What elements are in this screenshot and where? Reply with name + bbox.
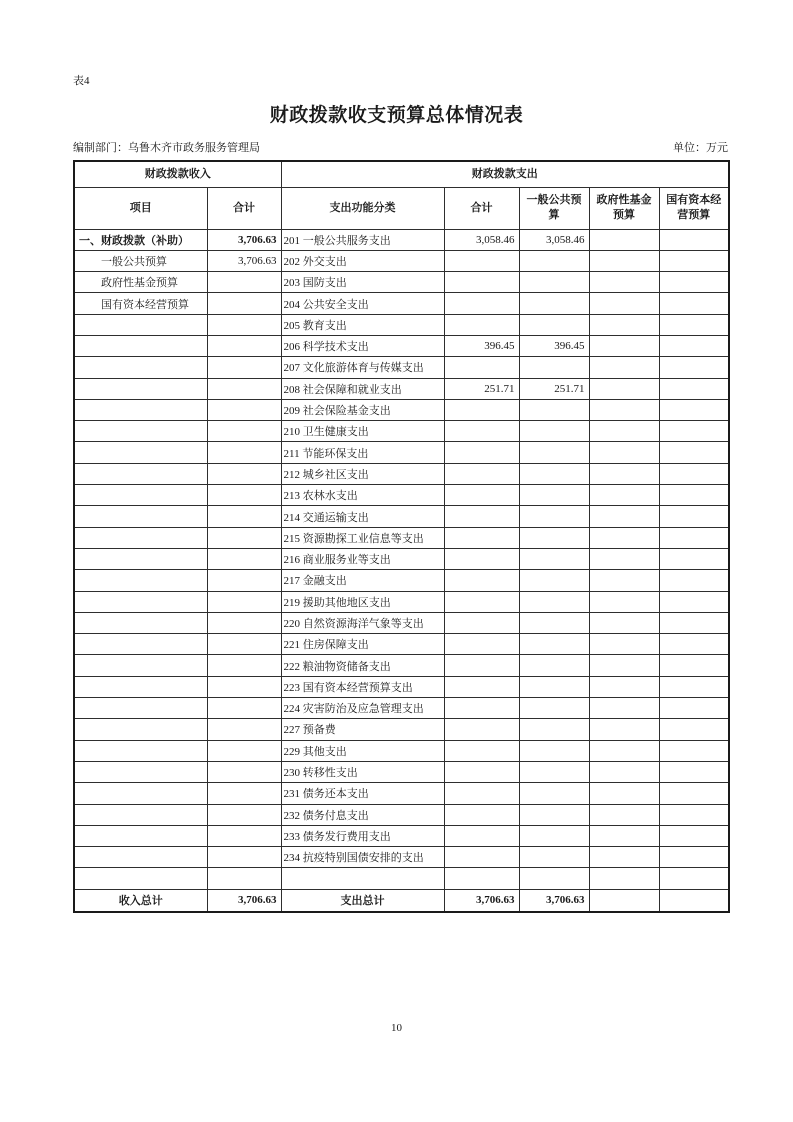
gov-fund-budget-cell [589,889,659,912]
table-row [74,314,729,335]
income-total-cell [207,399,281,420]
income-total-cell [207,591,281,612]
state-capital-budget-cell [659,378,729,399]
state-capital-budget-cell [659,804,729,825]
table-row [74,719,729,740]
income-item-cell [74,612,207,633]
general-budget-cell [519,485,589,506]
prepared-by-label: 编制部门：乌鲁木齐市政务服务管理局 [73,142,260,154]
income-item-cell [74,847,207,868]
table-row [74,634,729,655]
table-row [74,527,729,548]
gov-fund-budget-cell [589,314,659,335]
state-capital-budget-cell [659,740,729,761]
expense-category-cell: 227 预备费 [281,719,444,740]
income-item-cell [74,825,207,846]
table-row [74,761,729,782]
state-capital-budget-cell [659,847,729,868]
expense-total-cell [444,399,519,420]
income-total-cell [207,485,281,506]
income-total-cell [207,442,281,463]
state-capital-budget-cell [659,676,729,697]
income-total-cell [207,570,281,591]
income-group-header: 财政拨款收入 [74,161,281,187]
income-total-cell [207,761,281,782]
general-budget-cell [519,655,589,676]
general-budget-cell [519,421,589,442]
expense-category-cell: 224 灾害防治及应急管理支出 [281,698,444,719]
income-item-cell [74,378,207,399]
table-row [74,612,729,633]
empty-row [74,868,729,889]
general-budget-cell [519,463,589,484]
expense-total-cell [444,442,519,463]
page-number: 10 [391,1022,402,1034]
gov-fund-budget-cell [589,868,659,889]
gov-fund-budget-cell [589,229,659,250]
table-row [74,399,729,420]
general-budget-cell [519,804,589,825]
income-total-cell [207,634,281,655]
general-budget-cell [519,612,589,633]
expense-category-cell: 203 国防支出 [281,272,444,293]
state-capital-budget-cell [659,868,729,889]
expense-category-cell: 212 城乡社区支出 [281,463,444,484]
expense-total-cell [444,591,519,612]
expense-total-cell: 396.45 [444,335,519,356]
expense-category-cell: 223 国有资本经营预算支出 [281,676,444,697]
col-header-general-budget: 一般公共预算 [519,187,589,229]
expense-category-cell: 205 教育支出 [281,314,444,335]
income-total-cell [207,314,281,335]
general-budget-cell [519,357,589,378]
state-capital-budget-cell [659,548,729,569]
expense-category-cell: 201 一般公共服务支出 [281,229,444,250]
expense-total-cell [444,740,519,761]
unit-label: 单位：万元 [673,142,728,154]
gov-fund-budget-cell [589,698,659,719]
income-total-cell [207,868,281,889]
expense-category-cell: 221 住房保障支出 [281,634,444,655]
gov-fund-budget-cell [589,847,659,868]
expense-category-cell: 214 交通运输支出 [281,506,444,527]
table-row [74,378,729,399]
expense-total-cell [444,698,519,719]
table-row [74,676,729,697]
income-total-cell [207,463,281,484]
table-row [74,250,729,271]
expense-total-cell [444,527,519,548]
income-item-cell: 一般公共预算 [74,250,207,271]
state-capital-budget-cell [659,442,729,463]
state-capital-budget-cell [659,698,729,719]
table-row [74,506,729,527]
table-row [74,272,729,293]
table-row [74,442,729,463]
income-item-cell [74,442,207,463]
income-total-cell: 3,706.63 [207,229,281,250]
expense-category-cell: 207 文化旅游体育与传媒支出 [281,357,444,378]
income-total-cell: 3,706.63 [207,250,281,271]
expense-total-cell [444,847,519,868]
table-label: 表4 [73,75,90,87]
general-budget-cell [519,548,589,569]
expense-total-cell [444,250,519,271]
expense-total-cell [444,825,519,846]
expense-total-cell [444,357,519,378]
expense-total-cell [444,548,519,569]
table-row [74,825,729,846]
table-row [74,698,729,719]
gov-fund-budget-cell [589,740,659,761]
state-capital-budget-cell [659,485,729,506]
income-total-cell [207,847,281,868]
state-capital-budget-cell [659,591,729,612]
table-row [74,229,729,250]
gov-fund-budget-cell [589,335,659,356]
table-row [74,847,729,868]
income-item-cell: 收入总计 [74,889,207,912]
income-total-cell [207,698,281,719]
income-item-cell: 国有资本经营预算 [74,293,207,314]
expense-group-header: 财政拨款支出 [281,161,729,187]
col-header-expense-category: 支出功能分类 [281,187,444,229]
income-total-cell: 3,706.63 [207,889,281,912]
table-row [74,421,729,442]
income-item-cell [74,655,207,676]
income-item-cell [74,761,207,782]
income-item-cell [74,357,207,378]
expense-category-cell: 202 外交支出 [281,250,444,271]
income-item-cell [74,506,207,527]
budget-table [73,160,730,913]
table-row [74,485,729,506]
gov-fund-budget-cell [589,378,659,399]
table-row [74,570,729,591]
general-budget-cell [519,399,589,420]
table-row [74,804,729,825]
general-budget-cell [519,719,589,740]
grand-total-row [74,889,729,912]
gov-fund-budget-cell [589,272,659,293]
meta-row [73,139,728,155]
expense-category-cell: 219 援助其他地区支出 [281,591,444,612]
state-capital-budget-cell [659,783,729,804]
col-header-income-total: 合计 [207,187,281,229]
expense-category-cell: 支出总计 [281,889,444,912]
expense-category-cell: 208 社会保障和就业支出 [281,378,444,399]
gov-fund-budget-cell [589,527,659,548]
general-budget-cell: 3,058.46 [519,229,589,250]
expense-category-cell: 211 节能环保支出 [281,442,444,463]
general-budget-cell [519,293,589,314]
table-row [74,357,729,378]
general-budget-cell [519,314,589,335]
expense-category-cell: 231 债务还本支出 [281,783,444,804]
expense-total-cell [444,421,519,442]
table-row [74,740,729,761]
expense-total-cell [444,272,519,293]
gov-fund-budget-cell [589,442,659,463]
gov-fund-budget-cell [589,655,659,676]
expense-category-cell: 217 金融支出 [281,570,444,591]
gov-fund-budget-cell [589,825,659,846]
state-capital-budget-cell [659,357,729,378]
expense-category-cell: 210 卫生健康支出 [281,421,444,442]
budget-table-body [74,229,729,912]
state-capital-budget-cell [659,506,729,527]
income-item-cell [74,634,207,655]
state-capital-budget-cell [659,399,729,420]
income-item-cell: 政府性基金预算 [74,272,207,293]
general-budget-cell [519,527,589,548]
expense-category-cell: 230 转移性支出 [281,761,444,782]
expense-category-cell: 233 债务发行费用支出 [281,825,444,846]
table-row [74,655,729,676]
expense-category-cell: 204 公共安全支出 [281,293,444,314]
state-capital-budget-cell [659,570,729,591]
income-total-cell [207,527,281,548]
gov-fund-budget-cell [589,421,659,442]
group-header-row [74,161,729,187]
gov-fund-budget-cell [589,250,659,271]
state-capital-budget-cell [659,719,729,740]
gov-fund-budget-cell [589,506,659,527]
table-row [74,335,729,356]
income-total-cell [207,335,281,356]
income-item-cell [74,463,207,484]
expense-total-cell [444,293,519,314]
income-item-cell [74,335,207,356]
gov-fund-budget-cell [589,719,659,740]
expense-category-cell: 213 农林水支出 [281,485,444,506]
income-total-cell [207,612,281,633]
expense-total-cell [444,868,519,889]
income-total-cell [207,804,281,825]
income-item-cell [74,719,207,740]
expense-total-cell [444,676,519,697]
income-item-cell [74,804,207,825]
expense-category-cell: 222 粮油物资储备支出 [281,655,444,676]
table-row [74,548,729,569]
expense-total-cell [444,804,519,825]
expense-category-cell [281,868,444,889]
income-total-cell [207,506,281,527]
state-capital-budget-cell [659,527,729,548]
gov-fund-budget-cell [589,357,659,378]
expense-category-cell: 232 债务付息支出 [281,804,444,825]
general-budget-cell: 396.45 [519,335,589,356]
col-header-gov-fund-budget: 政府性基金预算 [589,187,659,229]
gov-fund-budget-cell [589,612,659,633]
state-capital-budget-cell [659,889,729,912]
gov-fund-budget-cell [589,463,659,484]
expense-total-cell [444,485,519,506]
gov-fund-budget-cell [589,293,659,314]
gov-fund-budget-cell [589,761,659,782]
col-header-expense-total: 合计 [444,187,519,229]
income-total-cell [207,740,281,761]
income-item-cell [74,570,207,591]
state-capital-budget-cell [659,463,729,484]
gov-fund-budget-cell [589,634,659,655]
income-item-cell [74,399,207,420]
income-total-cell [207,421,281,442]
state-capital-budget-cell [659,612,729,633]
col-header-state-capital-budget: 国有资本经营预算 [659,187,729,229]
expense-total-cell [444,314,519,335]
state-capital-budget-cell [659,314,729,335]
expense-total-cell [444,570,519,591]
general-budget-cell [519,634,589,655]
income-item-cell [74,527,207,548]
expense-total-cell [444,783,519,804]
general-budget-cell [519,761,589,782]
general-budget-cell [519,783,589,804]
general-budget-cell [519,698,589,719]
income-item-cell [74,783,207,804]
gov-fund-budget-cell [589,676,659,697]
income-total-cell [207,783,281,804]
page-title: 财政拨款收支预算总体情况表 [269,105,524,126]
expense-total-cell [444,719,519,740]
general-budget-cell [519,250,589,271]
state-capital-budget-cell [659,634,729,655]
expense-category-cell: 216 商业服务业等支出 [281,548,444,569]
general-budget-cell [519,272,589,293]
general-budget-cell [519,570,589,591]
state-capital-budget-cell [659,421,729,442]
state-capital-budget-cell [659,825,729,846]
income-item-cell [74,676,207,697]
income-total-cell [207,719,281,740]
income-item-cell [74,591,207,612]
expense-total-cell: 3,058.46 [444,229,519,250]
general-budget-cell: 251.71 [519,378,589,399]
col-header-item: 项目 [74,187,207,229]
gov-fund-budget-cell [589,399,659,420]
general-budget-cell [519,676,589,697]
state-capital-budget-cell [659,272,729,293]
general-budget-cell [519,442,589,463]
gov-fund-budget-cell [589,591,659,612]
income-total-cell [207,378,281,399]
income-item-cell [74,868,207,889]
income-total-cell [207,293,281,314]
expense-category-cell: 209 社会保险基金支出 [281,399,444,420]
general-budget-cell [519,591,589,612]
state-capital-budget-cell [659,655,729,676]
general-budget-cell [519,825,589,846]
expense-category-cell: 215 资源勘探工业信息等支出 [281,527,444,548]
gov-fund-budget-cell [589,783,659,804]
income-total-cell [207,655,281,676]
table-row [74,591,729,612]
expense-total-cell: 3,706.63 [444,889,519,912]
expense-category-cell: 220 自然资源海洋气象等支出 [281,612,444,633]
expense-category-cell: 234 抗疫特别国债安排的支出 [281,847,444,868]
income-total-cell [207,548,281,569]
gov-fund-budget-cell [589,570,659,591]
income-item-cell [74,740,207,761]
expense-total-cell [444,634,519,655]
table-row [74,463,729,484]
state-capital-budget-cell [659,229,729,250]
income-item-cell [74,698,207,719]
expense-total-cell [444,761,519,782]
table-row [74,293,729,314]
gov-fund-budget-cell [589,804,659,825]
expense-category-cell: 229 其他支出 [281,740,444,761]
general-budget-cell: 3,706.63 [519,889,589,912]
expense-total-cell [444,463,519,484]
table-row [74,783,729,804]
state-capital-budget-cell [659,250,729,271]
income-item-cell [74,485,207,506]
income-item-cell [74,421,207,442]
general-budget-cell [519,847,589,868]
income-total-cell [207,357,281,378]
column-header-row [74,187,729,229]
income-item-cell: 一、财政拨款（补助） [74,229,207,250]
state-capital-budget-cell [659,293,729,314]
gov-fund-budget-cell [589,485,659,506]
expense-total-cell [444,506,519,527]
income-total-cell [207,272,281,293]
general-budget-cell [519,868,589,889]
income-item-cell [74,314,207,335]
general-budget-cell [519,740,589,761]
income-total-cell [207,825,281,846]
gov-fund-budget-cell [589,548,659,569]
state-capital-budget-cell [659,335,729,356]
general-budget-cell [519,506,589,527]
expense-total-cell [444,655,519,676]
expense-category-cell: 206 科学技术支出 [281,335,444,356]
income-total-cell [207,676,281,697]
state-capital-budget-cell [659,761,729,782]
income-item-cell [74,548,207,569]
expense-total-cell [444,612,519,633]
expense-total-cell: 251.71 [444,378,519,399]
